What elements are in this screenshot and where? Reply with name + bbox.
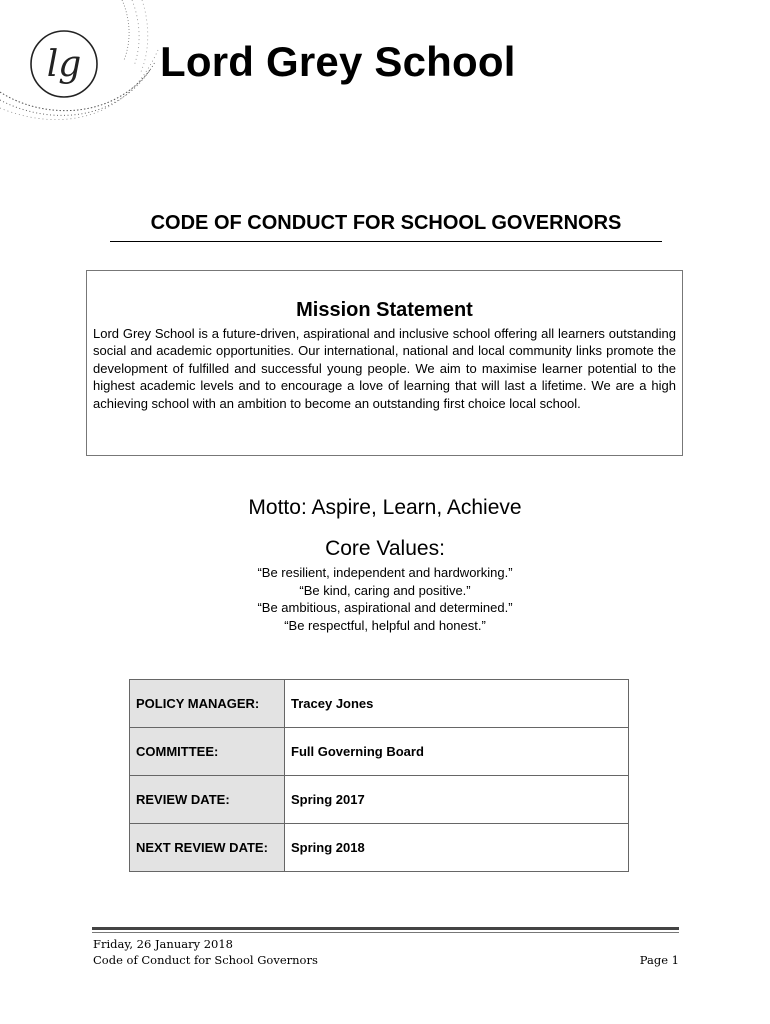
motto: Motto: Aspire, Learn, Achieve (248, 496, 522, 519)
review-date-value: Spring 2017 (285, 776, 629, 824)
table-row (130, 776, 629, 824)
committee-label: COMMITTEE: (130, 728, 285, 776)
logo-monogram: lg (46, 44, 82, 85)
next-review-date-value: Spring 2018 (285, 824, 629, 872)
core-value-item: “Be resilient, independent and hardworking.” (257, 565, 513, 580)
mission-statement-box (86, 270, 683, 456)
logo-decorative-arcs (0, 0, 160, 130)
table-row (130, 680, 629, 728)
document-title: CODE OF CONDUCT FOR SCHOOL GOVERNORS (110, 212, 662, 242)
core-value-item: “Be ambitious, aspirational and determined.” (257, 600, 513, 616)
footer-document-name: Code of Conduct for School Governors (93, 953, 318, 967)
page-number: Page 1 (639, 953, 679, 967)
table-row (130, 728, 629, 776)
school-logo (0, 0, 160, 130)
policy-manager-value: Tracey Jones (285, 680, 629, 728)
committee-value: Full Governing Board (285, 728, 629, 776)
core-value-item: “Be kind, caring and positive.” (299, 582, 471, 598)
policy-manager-label: POLICY MANAGER: (130, 680, 285, 728)
core-values-list (0, 564, 770, 635)
footer-divider-thin (92, 932, 679, 933)
footer-date: Friday, 26 January 2018 (93, 937, 233, 951)
policy-info-table (129, 679, 629, 872)
table-row (130, 824, 629, 872)
next-review-date-label: NEXT REVIEW DATE: (130, 824, 285, 872)
core-values-heading: Core Values: (325, 537, 445, 560)
core-value-item: “Be respectful, helpful and honest.” (284, 618, 486, 634)
page-footer (93, 936, 679, 968)
mission-heading: Mission Statement (296, 299, 473, 321)
footer-divider (92, 927, 679, 930)
review-date-label: REVIEW DATE: (130, 776, 285, 824)
school-name: Lord Grey School (160, 38, 516, 85)
mission-text: Lord Grey School is a future-driven, aspirational and inclusive school offering all learners outstanding social and academic opportunities. Our international, national and local community links promote the development of fulfilled and successful young people. We aim to maximise learner potential to the highest academic levels and to encourage a love of learning that will last a lifetime. We are a high achieving school with an ambition to become an outstanding first choice local school. (93, 326, 676, 411)
